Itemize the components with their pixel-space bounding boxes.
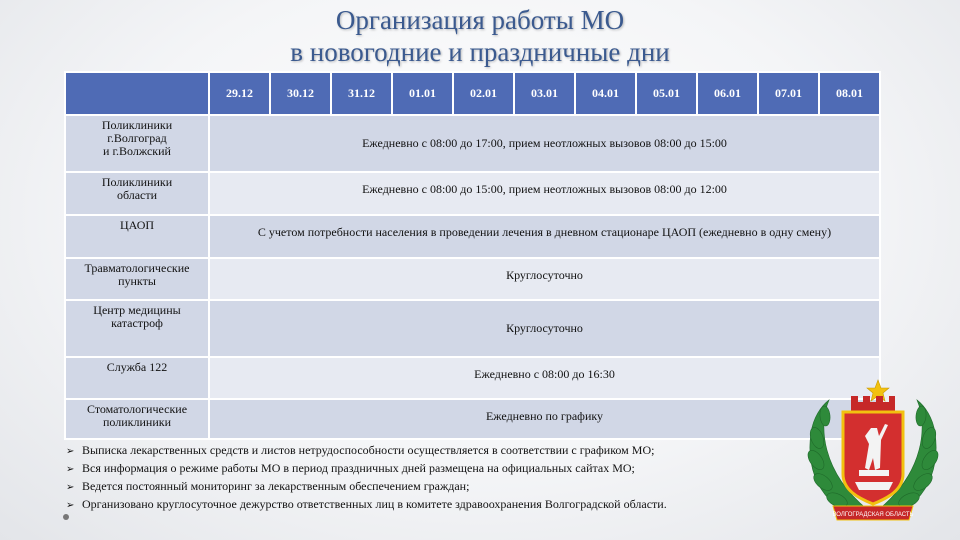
row-value: Ежедневно с 08:00 до 16:30 [209, 357, 880, 399]
arrow-bullet-icon: ➢ [66, 482, 75, 493]
row-value: С учетом потребности населения в проведении лечения в дневном стационаре ЦАОП (ежедневно в одну смену) [209, 215, 880, 258]
date-header: 31.12 [331, 72, 392, 115]
table-row [65, 215, 880, 258]
row-label: Центр медицины катастроф [65, 300, 209, 357]
arrow-bullet-icon: ➢ [66, 446, 75, 457]
date-header: 05.01 [636, 72, 697, 115]
row-value: Ежедневно с 08:00 до 15:00, прием неотложных вызовов 08:00 до 12:00 [209, 172, 880, 215]
list-item: ➢ Вся информация о режиме работы МО в период праздничных дней размещена на официальных сайтах МО; [66, 460, 806, 478]
title-line-1: Организация работы МО [335, 5, 625, 35]
table-row [65, 258, 880, 300]
row-label: Поликлиники области [65, 172, 209, 215]
emblem-caption: ВОЛГОГРАДСКАЯ ОБЛАСТЬ [832, 512, 914, 518]
header-corner-cell [65, 72, 209, 115]
notes-list [66, 442, 806, 514]
row-label: ЦАОП [65, 215, 209, 258]
list-item: ➢ Ведется постоянный мониторинг за лекарственным обеспечением граждан; [66, 478, 806, 496]
row-value: Круглосуточно [209, 300, 880, 357]
row-label: Стоматологические поликлиники [65, 399, 209, 439]
header-row [65, 72, 880, 115]
date-header: 29.12 [209, 72, 270, 115]
schedule-table [64, 71, 881, 440]
table-row [65, 172, 880, 215]
coat-of-arms-emblem [803, 378, 943, 528]
date-header: 07.01 [758, 72, 819, 115]
table-row [65, 357, 880, 399]
row-value: Ежедневно с 08:00 до 17:00, прием неотложных вызовов 08:00 до 15:00 [209, 115, 880, 172]
list-item: ➢ Организовано круглосуточное дежурство ответственных лиц в комитете здравоохранения Волгоградской области. [66, 496, 806, 514]
arrow-bullet-icon: ➢ [66, 464, 75, 475]
row-label: Травматологические пункты [65, 258, 209, 300]
title-line-2: в новогодние и праздничные дни [290, 37, 670, 67]
row-value: Круглосуточно [209, 258, 880, 300]
table-row [65, 300, 880, 357]
row-value: Ежедневно по графику [209, 399, 880, 439]
date-header: 06.01 [697, 72, 758, 115]
row-label: Служба 122 [65, 357, 209, 399]
table-row [65, 399, 880, 439]
row-label: Поликлиники г.Волгоград и г.Волжский [65, 115, 209, 172]
arrow-bullet-icon: ➢ [66, 500, 75, 511]
date-header: 08.01 [819, 72, 880, 115]
list-item: ➢ Выписка лекарственных средств и листов нетрудоспособности осуществляется в соответствии с графиком МО; [66, 442, 806, 460]
date-header: 01.01 [392, 72, 453, 115]
table-row [65, 115, 880, 172]
date-header: 04.01 [575, 72, 636, 115]
date-header: 30.12 [270, 72, 331, 115]
date-header: 03.01 [514, 72, 575, 115]
decorative-dot [63, 514, 69, 520]
date-header: 02.01 [453, 72, 514, 115]
slide-title [0, 4, 960, 68]
